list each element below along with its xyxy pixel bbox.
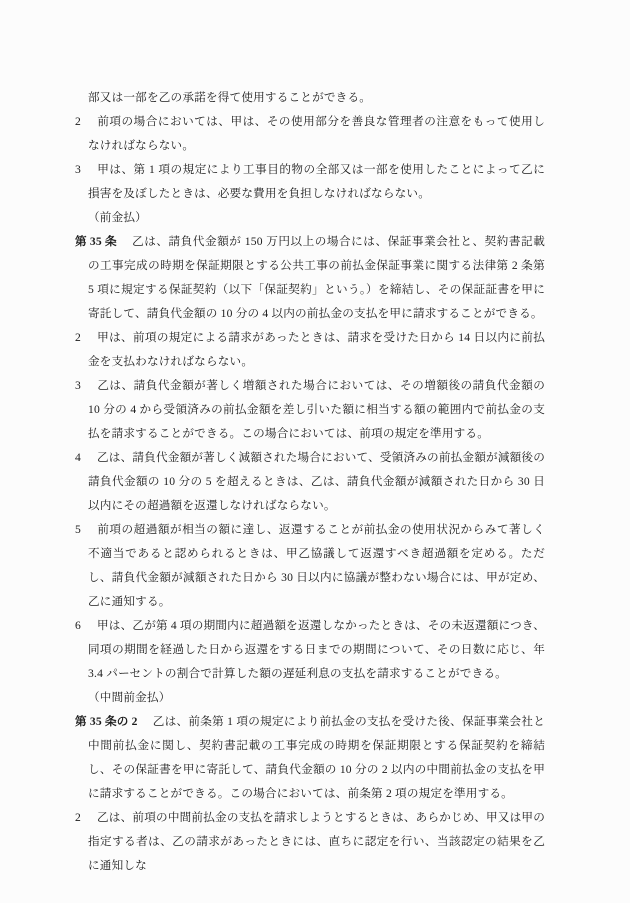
clause-number: 2 bbox=[75, 811, 81, 824]
clause-paragraph bbox=[75, 374, 545, 446]
document-body bbox=[75, 86, 545, 878]
clause-paragraph bbox=[75, 446, 545, 518]
clause-paragraph bbox=[75, 158, 545, 206]
paragraph-text: 甲は、第 1 項の規定により工事目的物の全部又は一部を使用したことによって乙に損害を及ぼしたときは、必要な費用を負担しなければならない。 bbox=[88, 163, 545, 200]
section-label-text: （中間前金払） bbox=[88, 691, 171, 704]
continuation-paragraph bbox=[75, 86, 545, 110]
clause-paragraph bbox=[75, 614, 545, 686]
section-label bbox=[75, 686, 545, 710]
clause-number: 3 bbox=[75, 379, 81, 392]
paragraph-text: 乙は、前項の中間前払金の支払を請求しようとするときは、あらかじめ、甲又は甲の指定する者は、乙の請求があったときには、直ちに認定を行い、当該認定の結果を乙に通知しな bbox=[88, 811, 545, 872]
clause-paragraph bbox=[75, 518, 545, 614]
clause-number: 4 bbox=[75, 451, 81, 464]
paragraph-text: 部又は一部を乙の承諾を得て使用することができる。 bbox=[88, 91, 372, 104]
clause-paragraph bbox=[75, 806, 545, 878]
clause-number: 6 bbox=[75, 619, 81, 632]
paragraph-text: 甲は、乙が第 4 項の期間内に超過額を返還しなかったときは、その未返還額につき、同項の期間を経過した日から返還をする日までの期間について、その日数に応じ、年 3.4 パーセントの割合で計算した額の遅延利息の支払を請求することができる。 bbox=[88, 619, 545, 680]
article-number: 第 35 条 bbox=[75, 235, 117, 248]
paragraph-text: 乙は、前条第 1 項の規定により前払金の支払を受けた後、保証事業会社と中間前払金に関し、契約書記載の工事完成の時期を保証期限とする保証契約を締結し、その保証書を甲に寄託して、請負代金額の 10 分の 2 以内の中間前払金の支払を甲に請求することができる。この場合においては、前条第 2 項の規定を準用する。 bbox=[88, 715, 545, 800]
paragraph-text: 前項の場合においては、甲は、その使用部分を善良な管理者の注意をもって使用しなければならない。 bbox=[88, 115, 545, 152]
paragraph-text: 前項の超過額が相当の額に達し、返還することが前払金の使用状況からみて著しく不適当であると認められるときは、甲乙協議して返還すべき超過額を定める。ただし、請負代金額が減額された日から 30 日以内に協議が整わない場合には、甲が定め、乙に通知する。 bbox=[88, 523, 545, 608]
clause-number: 5 bbox=[75, 523, 81, 536]
article-paragraph bbox=[75, 710, 545, 806]
section-label-text: （前金払） bbox=[88, 211, 147, 224]
clause-number: 3 bbox=[75, 163, 81, 176]
paragraph-text: 乙は、請負代金額が 150 万円以上の場合には、保証事業会社と、契約書記載の工事完成の時期を保証期限とする公共工事の前払金保証事業に関する法律第 2 条第 5 項に規定する保証契約（以下「保証契約」という。）を締結し、その保証証書を甲に寄託して、請負代金額の 10 分の 4 以内の前払金の支払を甲に請求することができる。 bbox=[88, 235, 545, 320]
article-number: 第 35 条の 2 bbox=[75, 715, 138, 728]
clause-paragraph bbox=[75, 110, 545, 158]
paragraph-text: 乙は、請負代金額が著しく減額された場合において、受領済みの前払金額が減額後の請負代金額の 10 分の 5 を超えるときは、乙は、請負代金額が減額された日から 30 日以内にその超過額を返還しなければならない。 bbox=[88, 451, 545, 512]
paragraph-text: 乙は、請負代金額が著しく増額された場合においては、その増額後の請負代金額の 10 分の 4 から受領済みの前払金額を差し引いた額に相当する額の範囲内で前払金の支払を請求することができる。この場合においては、前項の規定を準用する。 bbox=[88, 379, 545, 440]
clause-number: 2 bbox=[75, 115, 81, 128]
article-paragraph bbox=[75, 230, 545, 326]
paragraph-text: 甲は、前項の規定による請求があったときは、請求を受けた日から 14 日以内に前払金を支払わなければならない。 bbox=[88, 331, 545, 368]
section-label bbox=[75, 206, 545, 230]
clause-number: 2 bbox=[75, 331, 81, 344]
clause-paragraph bbox=[75, 326, 545, 374]
